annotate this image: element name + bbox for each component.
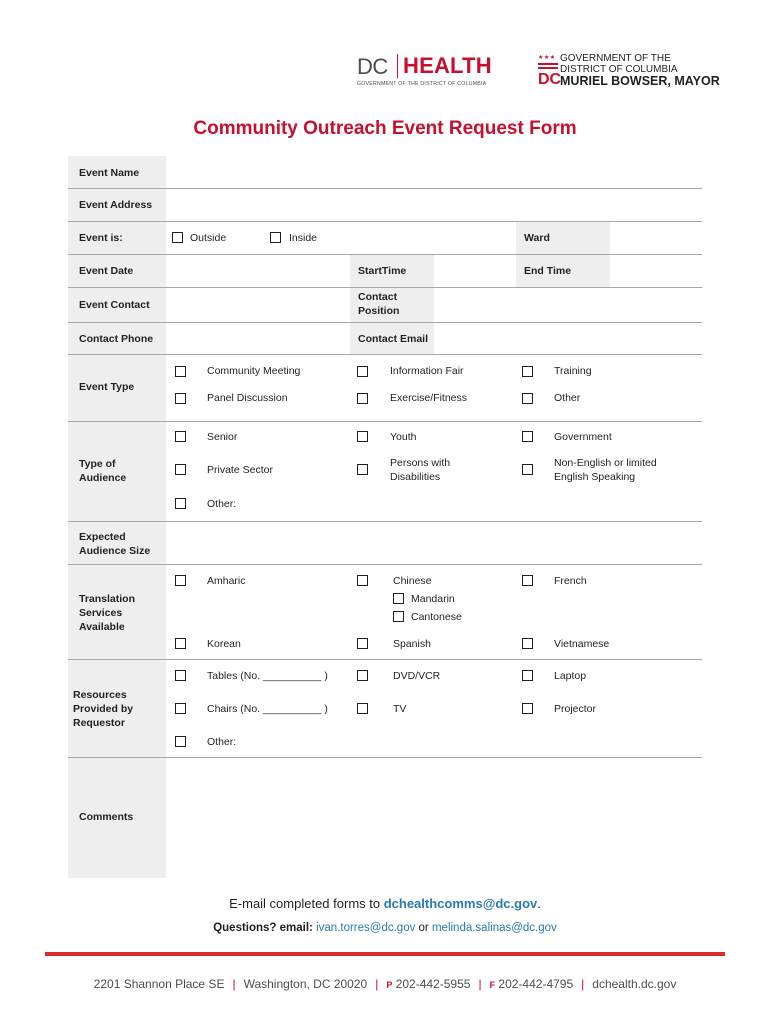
- resources-checkbox[interactable]: [357, 670, 368, 681]
- page-title: Community Outreach Event Request Form: [193, 118, 577, 139]
- dc-flag-icon: ★★★: [538, 54, 558, 70]
- event-type-checkbox[interactable]: [175, 366, 186, 377]
- translation-checkbox[interactable]: [357, 638, 368, 649]
- event-type-option: Exercise/Fitness: [390, 392, 468, 404]
- event-type-option: Information Fair: [390, 365, 464, 377]
- outside-label: Outside: [190, 232, 227, 244]
- dc-health-logo-health: HEALTH: [403, 53, 492, 78]
- expected-audience-label-2: Audience Size: [79, 545, 151, 557]
- footer-divider: [45, 952, 725, 956]
- event-type-option: Panel Discussion: [207, 392, 288, 404]
- email-instructions: E-mail completed forms to dchealthcomms@dc.gov.: [229, 896, 541, 911]
- questions-line: Questions? email: ivan.torres@dc.gov or melinda.salinas@dc.gov: [213, 922, 557, 934]
- event-address-label: Event Address: [79, 199, 153, 211]
- resources-option: DVD/VCR: [393, 670, 441, 682]
- audience-label-1: Type of: [79, 458, 116, 470]
- audience-checkbox[interactable]: [522, 431, 533, 442]
- dc-government-logo: [538, 53, 720, 91]
- translation-checkbox[interactable]: [393, 611, 404, 622]
- outside-checkbox[interactable]: [172, 232, 183, 243]
- event-type-label: Event Type: [79, 381, 135, 393]
- inside-label: Inside: [289, 232, 318, 244]
- resources-option: Chairs (No. __________ ): [207, 703, 328, 715]
- expected-audience-label-1: Expected: [79, 531, 126, 543]
- translation-option: Cantonese: [411, 611, 462, 623]
- translation-option: Korean: [207, 638, 241, 650]
- translation-option: Amharic: [207, 575, 246, 587]
- audience-option: Government: [554, 431, 612, 443]
- contact-phone-label: Contact Phone: [79, 333, 154, 345]
- audience-checkbox[interactable]: [357, 431, 368, 442]
- footer-address: 2201 Shannon Place SE | Washington, DC 20020 | P 202-442-5955 | F 202-442-4795 | dchealth.dc.gov: [93, 977, 677, 991]
- audience-option: Senior: [207, 431, 238, 443]
- event-type-checkbox[interactable]: [522, 366, 533, 377]
- audience-checkbox[interactable]: [175, 498, 186, 509]
- translation-label-3: Available: [79, 621, 125, 633]
- start-time-label: StartTime: [358, 265, 407, 277]
- contact-position-label-2: Position: [358, 305, 400, 317]
- dc-health-logo: [357, 52, 509, 90]
- gov-logo-line2: DISTRICT OF COLUMBIA: [560, 64, 678, 75]
- event-type-checkbox[interactable]: [357, 393, 368, 404]
- end-time-label: End Time: [524, 265, 572, 277]
- event-type-option: Community Meeting: [207, 365, 301, 377]
- audience-option: Persons with: [390, 457, 451, 469]
- resources-option: Tables (No. __________ ): [207, 670, 328, 682]
- ivan-email-link[interactable]: ivan.torres@dc.gov: [316, 922, 416, 934]
- event-contact-label: Event Contact: [79, 299, 150, 311]
- inside-checkbox[interactable]: [270, 232, 281, 243]
- resources-checkbox[interactable]: [175, 736, 186, 747]
- audience-option: Disabilities: [390, 471, 441, 483]
- event-type-checkbox[interactable]: [357, 366, 368, 377]
- event-type-checkbox[interactable]: [175, 393, 186, 404]
- translation-option: Vietnamese: [554, 638, 610, 650]
- audience-option: Other:: [207, 498, 237, 510]
- event-name-label: Event Name: [79, 167, 140, 179]
- comments-label: Comments: [79, 811, 134, 823]
- audience-checkbox[interactable]: [522, 464, 533, 475]
- resources-label-3: Requestor: [73, 717, 125, 729]
- submit-email-link[interactable]: dchealthcomms@dc.gov: [383, 896, 538, 911]
- melinda-email-link[interactable]: melinda.salinas@dc.gov: [431, 922, 557, 934]
- resources-checkbox[interactable]: [175, 703, 186, 714]
- audience-checkbox[interactable]: [175, 431, 186, 442]
- resources-checkbox[interactable]: [522, 703, 533, 714]
- resources-option: Laptop: [554, 670, 587, 682]
- translation-option: Chinese: [393, 575, 432, 587]
- translation-option: French: [554, 575, 587, 587]
- resources-checkbox[interactable]: [175, 670, 186, 681]
- gov-logo-mayor: MURIEL BOWSER, MAYOR: [560, 74, 720, 88]
- event-date-label: Event Date: [79, 265, 134, 277]
- contact-position-label-1: Contact: [358, 291, 398, 303]
- audience-checkbox[interactable]: [357, 464, 368, 475]
- resources-option: TV: [393, 703, 407, 715]
- resources-checkbox[interactable]: [357, 703, 368, 714]
- translation-option: Mandarin: [411, 593, 455, 605]
- resources-option: Other:: [207, 736, 237, 748]
- translation-label-1: Translation: [79, 593, 136, 605]
- audience-option: Non-English or limited: [554, 457, 657, 469]
- event-type-option: Other: [554, 392, 581, 404]
- translation-checkbox[interactable]: [357, 575, 368, 586]
- event-type-option: Training: [554, 365, 592, 377]
- event-is-label: Event is:: [79, 232, 123, 244]
- resources-label-1: Resources: [73, 689, 127, 701]
- translation-checkbox[interactable]: [175, 575, 186, 586]
- resources-option: Projector: [554, 703, 597, 715]
- translation-label-2: Services: [79, 607, 123, 619]
- gov-logo-line1: GOVERNMENT OF THE: [560, 53, 671, 64]
- audience-option: Youth: [390, 431, 417, 443]
- audience-label-2: Audience: [79, 472, 127, 484]
- translation-checkbox[interactable]: [522, 575, 533, 586]
- resources-label-2: Provided by: [73, 703, 134, 715]
- translation-checkbox[interactable]: [393, 593, 404, 604]
- resources-checkbox[interactable]: [522, 670, 533, 681]
- audience-checkbox[interactable]: [175, 464, 186, 475]
- event-type-checkbox[interactable]: [522, 393, 533, 404]
- website-link[interactable]: dchealth.dc.gov: [592, 977, 677, 991]
- ward-label: Ward: [524, 232, 550, 244]
- translation-option: Spanish: [393, 638, 431, 650]
- audience-option: English Speaking: [554, 471, 636, 483]
- dc-health-logo-subtitle: GOVERNMENT OF THE DISTRICT OF COLUMBIA: [357, 81, 487, 87]
- contact-email-label: Contact Email: [358, 333, 429, 345]
- audience-option: Private Sector: [207, 464, 273, 476]
- translation-checkbox[interactable]: [175, 638, 186, 649]
- gov-logo-dc: DC: [538, 71, 562, 88]
- dc-health-logo-dc: DC: [357, 54, 388, 79]
- translation-checkbox[interactable]: [522, 638, 533, 649]
